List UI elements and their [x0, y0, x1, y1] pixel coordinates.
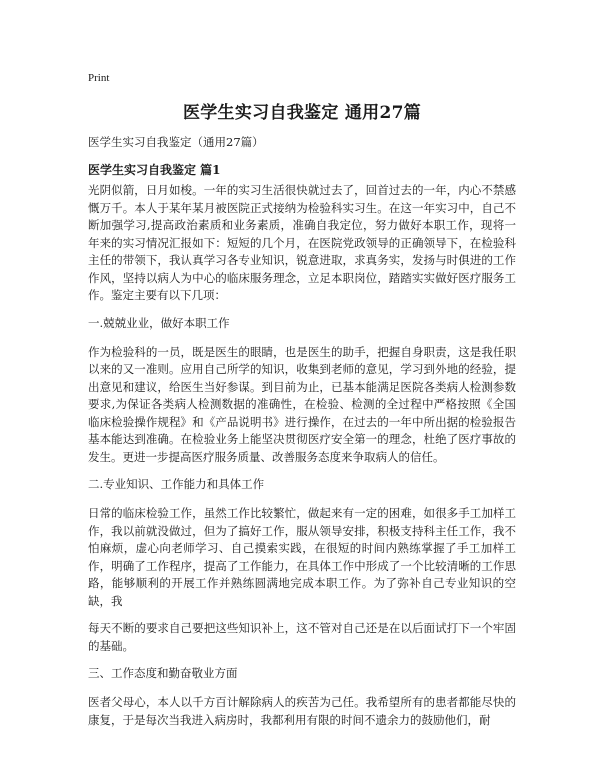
paragraph: 每天不断的要求自己要把这些知识补上，这不管对自己还是在以后面试打下一个牢固的基础。: [88, 621, 516, 653]
paragraph: 光阴似箭，日月如梭。一年的实习生活很快就过去了，回首过去的一年，内心不禁感慨万千。本人于某年某月被医院正式接纳为检验科实习生。在这一年实习中，自己不断加强学习,提高政治素质和业务素质，准确自我定位，努力做好本职工作，现将一年来的实习情况汇报如下：短短的几个月，在医院党政领导的正确领导下，在检验科主任的带领下，我认真学习各专业知识，锐意进取，求真务实，发扬与时俱进的工作作风，坚持以病人为中心的临床服务理念，立足本职岗位，踏踏实实做好医疗服务工作。鉴定主要有以下几项：: [88, 183, 516, 302]
paragraph: 作为检验科的一员，既是医生的眼睛，也是医生的助手，把握自身职责，这是我任职以来的又一准则。应用自己所学的知识，收集到老师的意见，学习到外地的经验，提出意见和建议，给医生当好参谋。到目前为止，已基本能满足医院各类病人检测参数要求,为保证各类病人检测数据的准确性，在检验、检测的全过程中严格按照《全国临床检验操作规程》和《产品说明书》进行操作，在过去的一年中所出据的检验报告基本能达到准确。在检验业务上能坚决贯彻医疗安全第一的理念，杜绝了医疗事故的发生。更进一步提高医疗服务质量、改善服务态度来争取病人的信任。: [88, 344, 516, 464]
sub-heading: 一.兢兢业业，做好本职工作: [88, 315, 230, 330]
sub-heading: 三、工作态度和勤奋敬业方面: [88, 666, 238, 680]
sub-heading: 二.专业知识、工作能力和具体工作: [88, 477, 265, 491]
document-title: 医学生实习自我鉴定 通用27篇: [182, 103, 422, 123]
section-heading: 医学生实习自我鉴定 篇1: [88, 163, 221, 177]
paragraph: 日常的临床检验工作，虽然工作比较繁忙，做起来有一定的困难，如很多手工加样工作，我以前就没做过，但为了搞好工作，服从领导安排，积极支持科主任工作，我不怕麻烦，虚心向老师学习、自己摸索实践，在很短的时间内熟练掌握了手工加样工作，明确了工作程序，提高了工作能力，在具体工作中形成了一个比较清晰的工作思路，能够顺利的开展工作并熟练圆满地完成本职工作。为了弥补自己专业知识的空缺，我: [88, 506, 516, 608]
document-subtitle: 医学生实习自我鉴定（通用27篇）: [88, 135, 264, 149]
document-body: [88, 182, 516, 739]
paragraph: 医者父母心，本人以千方百计解除病人的疾苦为己任。我希望所有的患者都能尽快的康复，于是每次当我进入病房时，我都利用有限的时间不遗余力的鼓励他们，耐: [88, 695, 516, 727]
print-label: Print: [88, 72, 110, 84]
